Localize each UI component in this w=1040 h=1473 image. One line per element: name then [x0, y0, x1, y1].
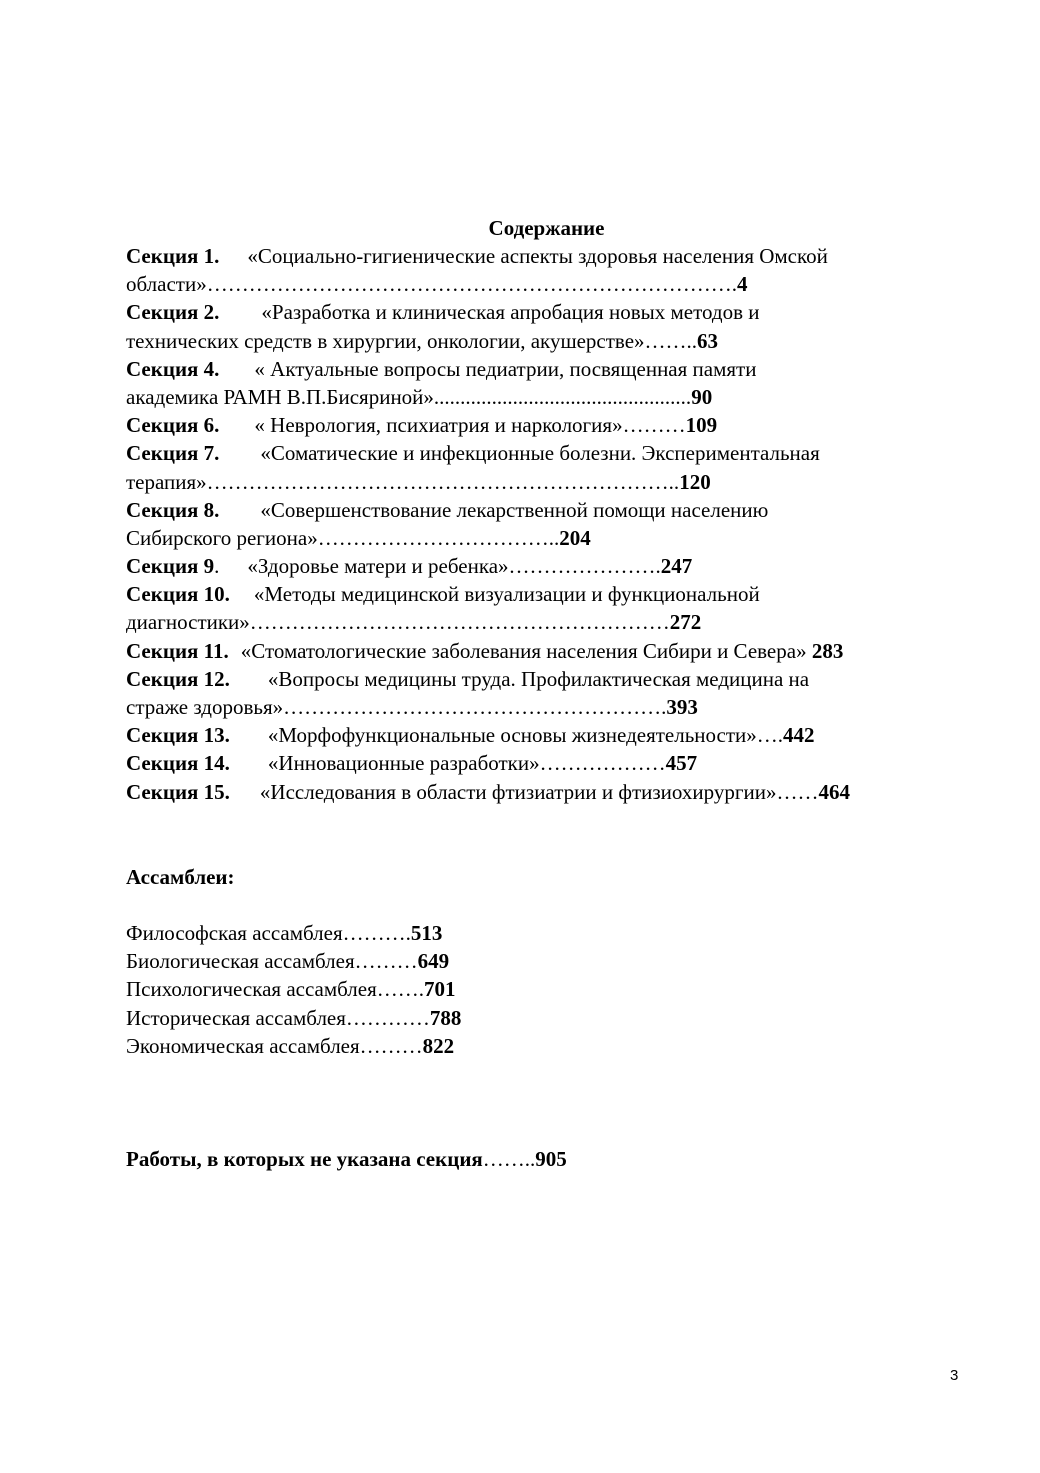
page-number: 3 [950, 1367, 959, 1384]
section-title-continuation: технических средств в хирургии, онкологии, акушерстве»…….. [126, 328, 698, 353]
section-title: «Инновационные разработки»……………… [267, 751, 666, 776]
toc-entry-continuation-line [126, 608, 1026, 636]
assembly-entry [126, 1032, 461, 1060]
toc-entry [126, 580, 1026, 636]
assembly-name: Биологическая ассамблея……… [126, 949, 418, 974]
section-title-continuation: академика РАМН В.П.Бисяриной»................................................. [126, 384, 692, 409]
unsectioned-works-entry [126, 1145, 567, 1173]
section-label: Секция 15. [126, 779, 230, 804]
toc-entry [126, 298, 1026, 354]
toc-entry-continuation-line [126, 524, 1026, 552]
section-label: Секция 12. [126, 666, 230, 691]
section-title: «Соматические и инфекционные болезни. Экспериментальная [260, 441, 820, 466]
toc-entry-first-line [126, 242, 1026, 270]
assemblies-list [126, 919, 461, 1060]
section-label: Секция 9 [126, 554, 215, 579]
unsectioned-label: Работы, в которых не указана секция [126, 1147, 483, 1171]
section-label: Секция 6. [126, 413, 220, 438]
toc-entry-first-line [126, 778, 1026, 806]
toc-entry-continuation-line [126, 468, 1026, 496]
toc-entry [126, 439, 1026, 495]
assembly-page-number: 822 [422, 1033, 455, 1058]
assemblies-heading: Ассамблеи: [126, 865, 235, 889]
section-label: Секция 2. [126, 300, 220, 325]
section-title: «Социально-гигиенические аспекты здоровья населения Омской [247, 244, 828, 268]
toc-entry-first-line [126, 580, 1026, 608]
assembly-page-number: 513 [410, 921, 443, 945]
toc-entry [126, 637, 1026, 665]
section-title-continuation: терапия»………………………………………………………….. [126, 469, 680, 494]
assembly-page-number: 788 [429, 1005, 462, 1030]
toc-entry-first-line [126, 552, 1026, 580]
toc-entry-first-line [126, 665, 1026, 693]
section-label: Секция 10. [126, 582, 230, 607]
section-title: «Методы медицинской визуализации и функциональной [253, 582, 760, 607]
toc-entry [126, 665, 1026, 721]
toc-entry-first-line [126, 298, 1026, 326]
section-page-number: 63 [697, 328, 719, 353]
section-title: «Исследования в области фтизиатрии и фтизиохирургии»…… [259, 779, 819, 804]
assembly-entry [126, 975, 461, 1003]
toc-entry [126, 721, 1026, 749]
section-title-continuation: диагностики»…………………………………………………… [126, 610, 670, 635]
assembly-name: Психологическая ассамблея……. [126, 977, 425, 1002]
section-title-continuation: Сибирского региона»…………………………….. [126, 525, 560, 550]
toc-entry-continuation-line [126, 383, 1026, 411]
assembly-entry [126, 947, 461, 975]
toc-entry [126, 355, 1026, 411]
toc-entry [126, 749, 1026, 777]
table-of-contents [126, 242, 1026, 806]
toc-title: Содержание [488, 216, 605, 240]
section-page-number: 442 [783, 723, 815, 748]
section-page-number: 109 [685, 413, 718, 438]
toc-entry-first-line [126, 411, 1026, 439]
section-label: Секция 1. [126, 244, 220, 268]
toc-entry [126, 496, 1026, 552]
toc-entry-continuation-line [126, 693, 1026, 721]
section-page-number: 464 [818, 779, 850, 804]
section-page-number: 272 [669, 610, 702, 635]
section-page-number: 457 [665, 751, 698, 776]
assembly-name: Экономическая ассамблея……… [126, 1033, 423, 1058]
unsectioned-page: 905 [535, 1147, 567, 1171]
assembly-page-number: 649 [417, 949, 450, 974]
toc-entry-continuation-line [126, 327, 1026, 355]
section-page-number: 393 [666, 695, 698, 719]
section-title-continuation: страже здоровья»………………………………………………. [126, 695, 667, 719]
section-title: « Актуальные вопросы педиатрии, посвященная памяти [254, 356, 757, 381]
section-label: Секция 7. [126, 441, 220, 466]
toc-entry-continuation-line [126, 270, 1026, 298]
toc-entry-first-line [126, 637, 1026, 665]
toc-entry-first-line [126, 496, 1026, 524]
assembly-page-number: 701 [424, 977, 456, 1002]
assembly-entry [126, 1004, 461, 1032]
section-label: Секция 13. [126, 723, 230, 748]
toc-entry-first-line [126, 355, 1026, 383]
assembly-name: Историческая ассамблея………… [126, 1005, 430, 1030]
toc-entry-first-line [126, 749, 1026, 777]
section-title: « Неврология, психиатрия и наркология»……… [254, 413, 686, 438]
section-label: Секция 14. [126, 751, 230, 776]
section-title: . «Здоровье матери и ребенка»…………………. [214, 554, 661, 579]
section-title: «Вопросы медицины труда. Профилактическая медицина на [267, 666, 810, 691]
section-title: «Стоматологические заболевания населения Сибири и Севера» [240, 638, 812, 663]
assembly-entry [126, 919, 461, 947]
section-label: Секция 4. [126, 356, 220, 381]
toc-entry-first-line [126, 439, 1026, 467]
section-page-number: 283 [811, 638, 844, 663]
toc-entry-first-line [126, 721, 1026, 749]
section-label: Секция 11. [126, 638, 229, 663]
toc-entry [126, 552, 1026, 580]
section-title: «Морфофункциональные основы жизнедеятельности»…. [267, 723, 784, 748]
toc-entry [126, 242, 1026, 298]
toc-entry [126, 411, 1026, 439]
toc-entry [126, 778, 1026, 806]
unsectioned-leader: …….. [482, 1147, 536, 1171]
section-title: «Совершенствование лекарственной помощи населению [260, 497, 769, 522]
assembly-name: Философская ассамблея………. [126, 921, 411, 945]
section-title: «Разработка и клиническая апробация новых методов и [261, 300, 760, 325]
section-label: Секция 8. [126, 497, 220, 522]
section-page-number: 247 [660, 554, 693, 579]
section-title-continuation: области»…………………………………………………………………. [126, 272, 737, 297]
section-page-number: 204 [559, 525, 591, 550]
section-page-number: 4 [736, 272, 748, 297]
section-page-number: 120 [679, 469, 711, 494]
section-page-number: 90 [691, 384, 713, 409]
